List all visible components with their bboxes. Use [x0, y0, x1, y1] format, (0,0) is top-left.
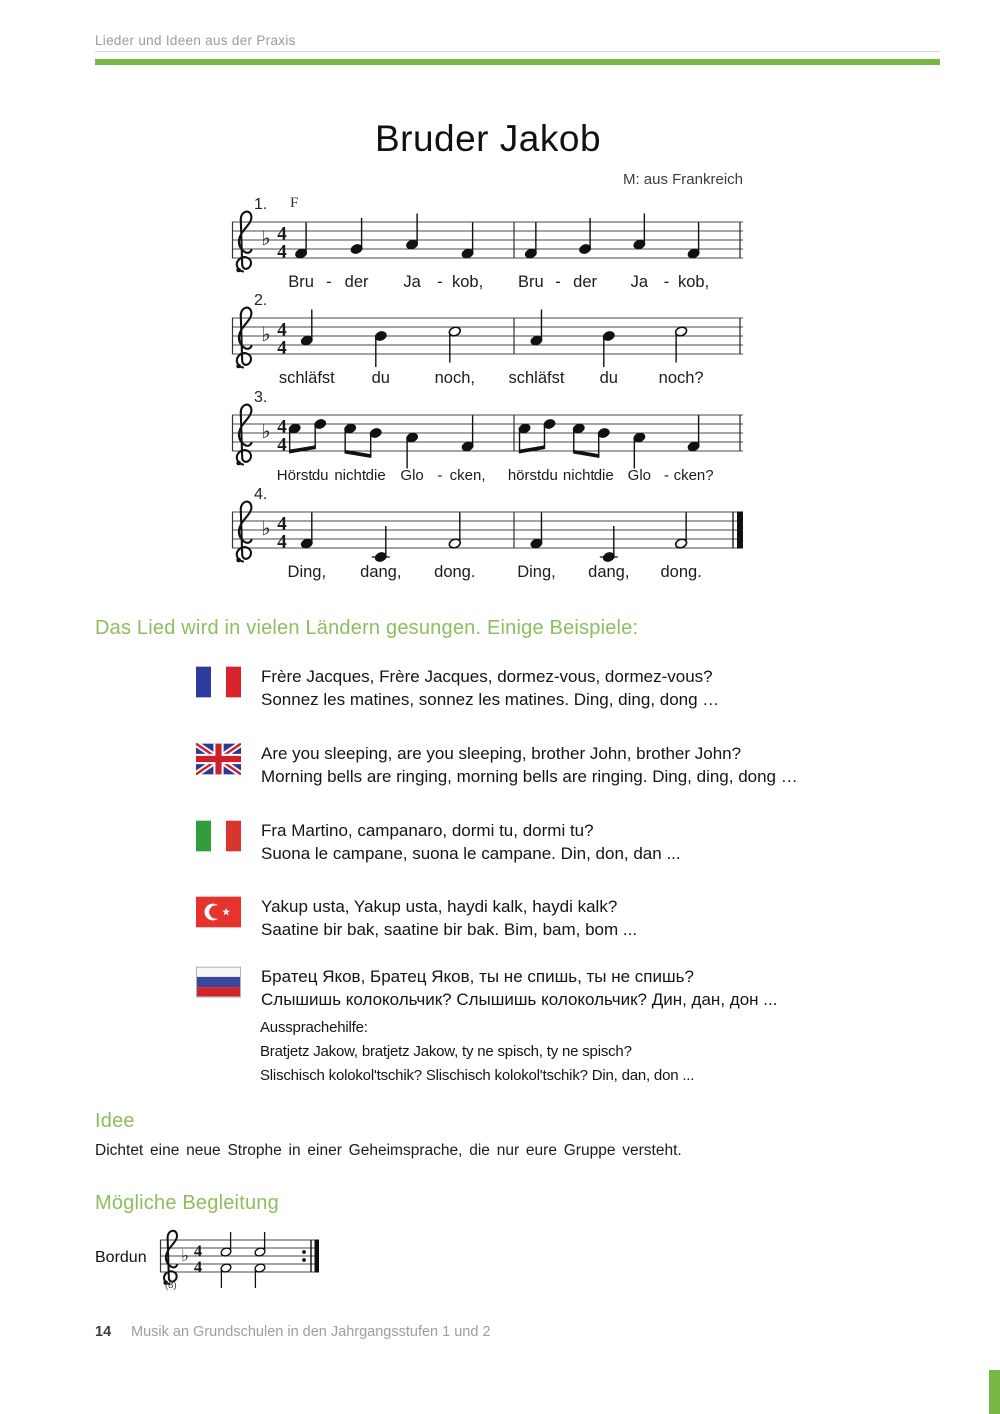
svg-text:F: F [290, 195, 299, 211]
accompaniment-heading: Mögliche Begleitung [95, 1192, 279, 1214]
svg-text:du: du [371, 369, 390, 387]
examples-heading: Das Lied wird in vielen Ländern gesungen. Einige Beispiele: [95, 617, 639, 639]
svg-text:-: - [326, 273, 332, 291]
svg-text:du: du [541, 467, 558, 484]
svg-text:die: die [593, 467, 614, 484]
pronunciation-line: Bratjetz Jakow, bratjetz Jakow, ty ne spisch, ty ne spisch? [260, 1043, 632, 1060]
idea-text: Dichtet eine neue Strophe in einer Geheimsprache, die nur eure Gruppe versteht. [95, 1142, 682, 1159]
svg-text:4.: 4. [254, 486, 268, 503]
pronunciation-help [260, 1016, 694, 1088]
turkey-flag-icon [196, 896, 241, 928]
idea-heading: Idee [95, 1110, 135, 1132]
svg-text:♭: ♭ [261, 518, 271, 540]
svg-text:cken,: cken, [449, 467, 486, 484]
svg-text:Ding,: Ding, [517, 563, 556, 581]
example-lyrics: Fra Martino, campanaro, dormi tu, dormi tu? Suona le campane, suona le campane. Din, don, dan ... [261, 821, 681, 863]
header-hairline [95, 51, 940, 52]
svg-text:Ja: Ja [630, 273, 649, 291]
song-title: Bruder Jakob [374, 118, 602, 159]
svg-text:dong.: dong. [434, 563, 476, 581]
svg-text:schläfst: schläfst [508, 369, 565, 387]
pronunciation-label: Aussprachehilfe: [260, 1019, 368, 1036]
svg-text:noch,: noch, [434, 369, 475, 387]
example-row-russia [196, 966, 777, 1011]
uk-flag-icon [196, 743, 241, 775]
svg-text:♭: ♭ [261, 324, 271, 346]
france-flag-icon [196, 666, 241, 698]
page-number: 14 [95, 1324, 112, 1340]
bordun-label: Bordun [95, 1249, 147, 1266]
svg-text:4: 4 [277, 319, 287, 341]
staff-system-2 [230, 291, 746, 395]
svg-text:3.: 3. [254, 389, 268, 406]
svg-text:der: der [573, 273, 598, 291]
svg-text:kob,: kob, [452, 273, 484, 291]
svg-text:4: 4 [277, 513, 287, 535]
pronunciation-line: Slischisch kolokol'tschik? Slischisch kolokol'tschik? Din, dan, don ... [260, 1067, 695, 1084]
staff-system-3 [230, 388, 746, 492]
svg-text:4: 4 [277, 223, 287, 245]
example-row-italy [196, 820, 681, 865]
svg-text:nicht: nicht [562, 467, 595, 484]
svg-text:Glo: Glo [627, 467, 652, 484]
example-row-turkey [196, 896, 637, 941]
svg-text:♭: ♭ [181, 1248, 189, 1265]
right-edge-green-bar [989, 1370, 1000, 1414]
example-lyrics: Are you sleeping, are you sleeping, brother John, brother John? Morning bells are ringing, morning bells are ringing. Ding, ding, dong … [261, 744, 798, 786]
example-row-uk [196, 743, 798, 788]
svg-text:dong.: dong. [660, 563, 702, 581]
example-row-france [196, 666, 719, 711]
svg-text:(8): (8) [165, 1280, 177, 1291]
svg-text:-: - [555, 273, 561, 291]
svg-text:-: - [437, 467, 443, 484]
example-lyrics: Братец Яков, Братец Яков, ты не спишь, ты не спишь? Слышишь колокольчик? Слышишь колокольчик? Дин, дан, дон ... [261, 967, 778, 1009]
svg-text:-: - [437, 273, 443, 291]
svg-text:1.: 1. [254, 196, 268, 213]
svg-text:du: du [599, 369, 618, 387]
svg-text:Glo: Glo [400, 467, 424, 484]
running-header: Lieder und Ideen aus der Praxis [95, 33, 296, 48]
svg-text:♭: ♭ [261, 421, 271, 443]
header-green-bar [95, 59, 940, 65]
svg-text:4: 4 [193, 1241, 203, 1261]
bordun-staff-svg [158, 1224, 330, 1300]
svg-text:-: - [663, 273, 670, 291]
svg-text:♭: ♭ [261, 228, 271, 250]
svg-text:schläfst: schläfst [278, 369, 335, 387]
svg-text:2.: 2. [254, 292, 268, 309]
svg-text:Ja: Ja [403, 273, 421, 291]
svg-text:4: 4 [277, 241, 287, 263]
svg-text:Hörst: Hörst [276, 467, 313, 484]
svg-text:cken?: cken? [673, 467, 714, 484]
svg-text:4: 4 [277, 337, 287, 359]
song-credit: M: aus Frankreich [622, 171, 743, 188]
svg-text:4: 4 [193, 1257, 203, 1277]
svg-text:die: die [365, 467, 386, 484]
russia-flag-icon [196, 966, 241, 998]
svg-text:kob,: kob, [678, 273, 710, 291]
example-lyrics: Yakup usta, Yakup usta, haydi kalk, haydi kalk? Saatine bir bak, saatine bir bak. Bim, bam, bom ... [261, 897, 638, 939]
svg-text:4: 4 [277, 434, 287, 456]
staff-system-1 [230, 195, 746, 299]
staff-system-4 [230, 485, 746, 589]
example-lyrics: Frère Jacques, Frère Jacques, dormez-vous, dormez-vous? Sonnez les matines, sonnez les matines. Ding, ding, dong … [261, 667, 720, 709]
svg-text:hörst: hörst [507, 467, 542, 484]
svg-text:du: du [311, 467, 329, 484]
italy-flag-icon [196, 820, 241, 852]
svg-text:4: 4 [277, 416, 287, 438]
svg-text:4: 4 [277, 531, 287, 553]
svg-text:noch?: noch? [658, 369, 704, 387]
svg-text:dang,: dang, [588, 563, 630, 581]
svg-text:-: - [663, 467, 669, 484]
svg-text:der: der [344, 273, 369, 291]
svg-text:Bru: Bru [288, 273, 314, 291]
svg-text:nicht: nicht [334, 467, 367, 484]
svg-text:Ding,: Ding, [287, 563, 327, 581]
svg-text:dang,: dang, [360, 563, 402, 581]
svg-text:Bru: Bru [518, 273, 544, 291]
footer-text: Musik an Grundschulen in den Jahrgangsstufen 1 und 2 [131, 1324, 491, 1340]
